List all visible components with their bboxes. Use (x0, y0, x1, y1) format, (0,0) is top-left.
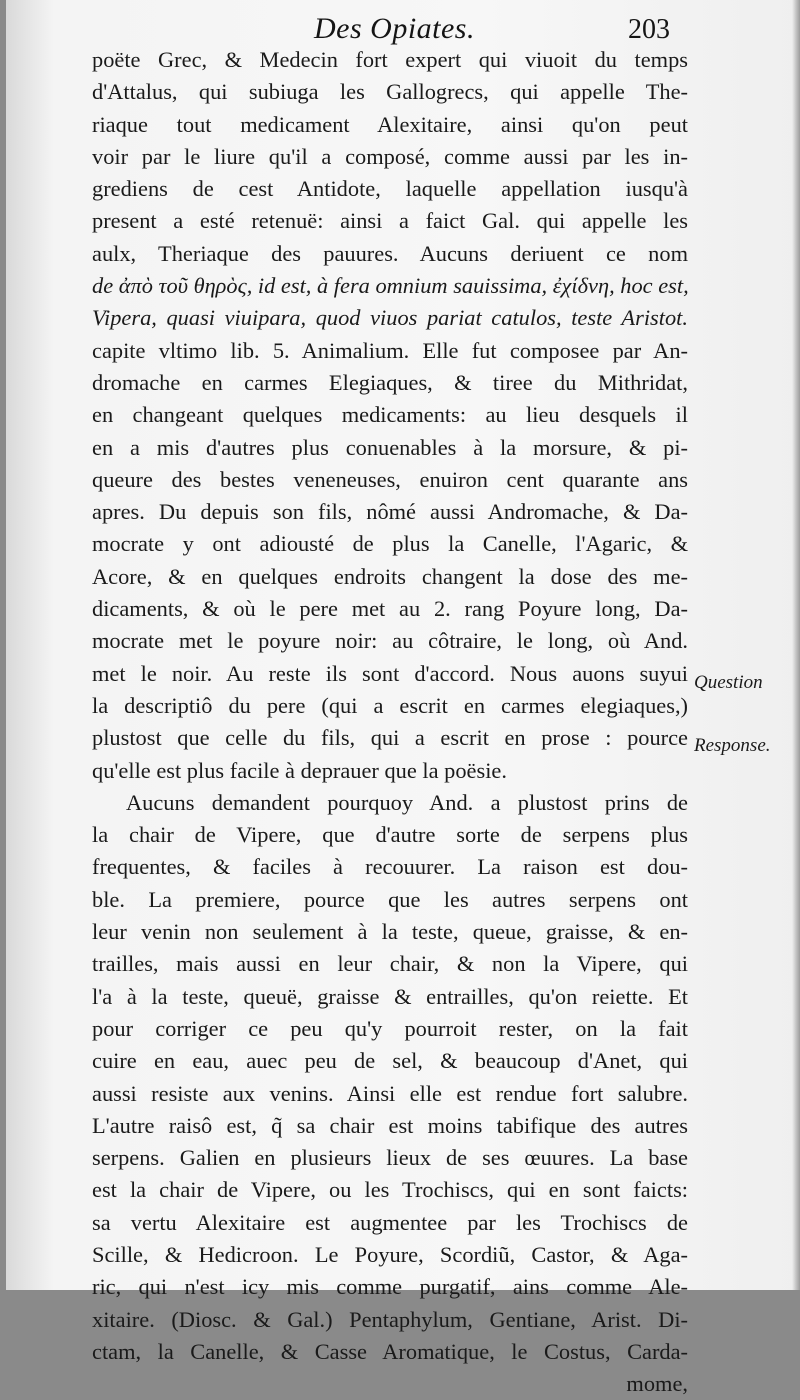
text-line: la descriptiô du pere (qui a escrit en carmes elegiaques,) (92, 692, 688, 718)
page-number: 203 (628, 14, 670, 45)
margin-note-question: Question (694, 672, 763, 693)
book-page (6, 0, 800, 1397)
text-line: ctam, la Canelle, & Casse Aromatique, le Costus, Carda- (92, 1338, 688, 1364)
text-line: met le noir. Au reste ils sont d'accord. Nous auons suyui (92, 660, 688, 686)
catchword: mome, (626, 1371, 688, 1397)
text-line: leur venin non seulement à la teste, queue, graisse, & en- (92, 919, 688, 945)
text-line: aussi resiste aux venins. Ainsi elle est rendue fort salubre. (92, 1080, 688, 1106)
text-line: sa vertu Alexitaire est augmentee par les Trochiscs de (92, 1209, 688, 1235)
running-title: Des Opiates. (314, 12, 475, 45)
text-line: pour corriger ce peu qu'y pourroit rester, on la fait (92, 1015, 688, 1041)
text-line: dicaments, & où le pere met au 2. rang Poyure long, Da- (92, 596, 688, 622)
text-line: en changeant quelques medicaments: au lieu desquels il (92, 402, 688, 428)
body-text (92, 44, 688, 1400)
text-line: d'Attalus, qui subiuga les Gallogrecs, qui appelle The- (92, 79, 688, 105)
text-line: present a esté retenuë: ainsi a faict Gal. qui appelle les (92, 208, 688, 234)
text-line: qu'elle est plus facile à deprauer que la poësie. (92, 757, 507, 783)
text-line: Vipera, quasi viuipara, quod viuos pariat catulos, teste Aristot. (92, 305, 688, 331)
text-line: est la chair de Vipere, ou les Trochiscs, qui en sont faicts: (92, 1177, 688, 1203)
text-line: serpens. Galien en plusieurs lieux de ses œuures. La base (92, 1145, 688, 1171)
text-line: frequentes, & faciles à recouurer. La raison est dou- (92, 854, 688, 880)
text-line: trailles, mais aussi en leur chair, & non la Vipere, qui (92, 951, 688, 977)
text-line: ble. La premiere, pource que les autres serpens ont (92, 886, 688, 912)
text-line: la chair de Vipere, que d'autre sorte de serpens plus (92, 822, 688, 848)
text-line: poëte Grec, & Medecin fort expert qui viuoit du temps (92, 47, 688, 72)
text-line: L'autre raisô est, q̃ sa chair est moins tabifique des autres (92, 1112, 688, 1138)
text-line: riaque tout medicament Alexitaire, ainsi qu'on peut (92, 111, 688, 137)
text-line: mocrate met le poyure noir: au côtraire, le long, où And. (92, 628, 688, 654)
text-line: aulx, Theriaque des pauures. Aucuns deriuent ce nom (92, 240, 688, 266)
text-line: grediens de cest Antidote, laquelle appellation iusqu'à (92, 176, 688, 202)
text-line: Scille, & Hedicroon. Le Poyure, Scordiũ, Castor, & Aga- (92, 1241, 688, 1267)
text-line: capite vltimo lib. 5. Animalium. Elle fut composee par An- (92, 337, 688, 363)
text-line: en a mis d'autres plus conuenables à la morsure, & pi- (92, 434, 688, 460)
text-line: Acore, & en quelques endroits changent la dose des me- (92, 563, 688, 589)
text-line: de ἀπὸ τοῦ θηρὸς, id est, à fera omnium sauissima, ἐχίδνη, hoc est, (92, 273, 689, 299)
page-edge-shadow (792, 0, 800, 1290)
text-line: cuire en eau, auec peu de sel, & beaucoup d'Anet, qui (92, 1048, 688, 1074)
text-line: plustost que celle du fils, qui a escrit en prose : pource (92, 725, 688, 751)
text-line: queure des bestes veneneuses, enuiron cent quarante ans (92, 466, 688, 492)
text-line: apres. Du depuis son fils, nômé aussi Andromache, & Da- (92, 499, 688, 525)
margin-note-response: Response. (694, 735, 771, 756)
text-line: dromache en carmes Elegiaques, & tiree du Mithridat, (92, 369, 688, 395)
text-line: l'a à la teste, queuë, graisse & entrailles, qu'on reiette. Et (92, 983, 688, 1009)
text-line: mocrate y ont adiousté de plus la Canelle, l'Agaric, & (92, 531, 688, 557)
text-line: ric, qui n'est icy mis comme purgatif, ains comme Ale- (92, 1274, 688, 1300)
text-line: voir par le liure qu'il a composé, comme aussi par les in- (92, 143, 688, 169)
text-line: xitaire. (Diosc. & Gal.) Pentaphylum, Gentiane, Arist. Di- (92, 1306, 688, 1332)
text-line: Aucuns demandent pourquoy And. a plustost prins de (126, 789, 688, 815)
